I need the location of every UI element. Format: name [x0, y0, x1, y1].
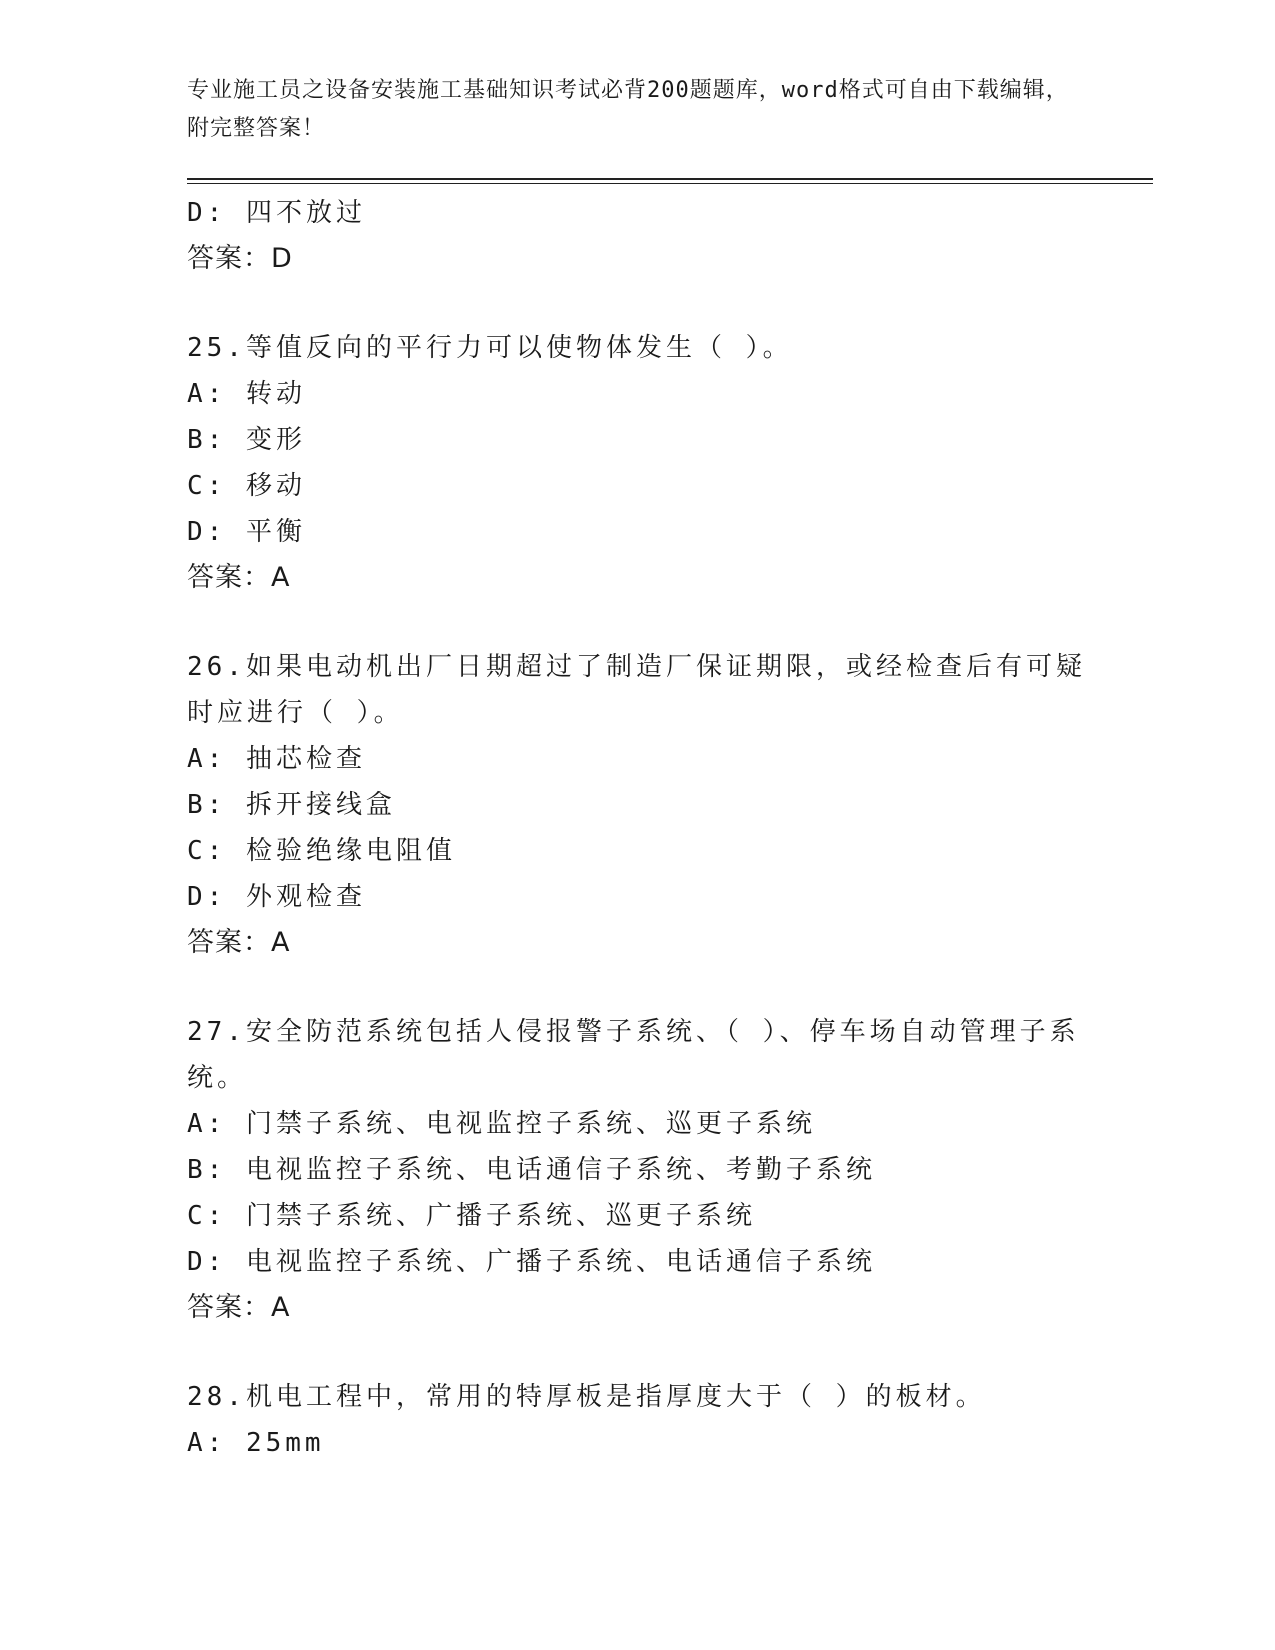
header-rule-thick — [187, 178, 1153, 180]
option-b: B: 拆开接线盒 — [187, 790, 396, 820]
option-a: A: 转动 — [187, 379, 306, 409]
question-stem: 27.安全防范系统包括人侵报警子系统、（ ）、停车场自动管理子系统。 — [187, 1017, 1080, 1093]
question-25 — [187, 325, 1087, 601]
question-27 — [187, 1009, 1087, 1331]
question-content — [187, 190, 1087, 1466]
option-a: A: 门禁子系统、电视监控子系统、巡更子系统 — [187, 1109, 816, 1139]
option-d: D: 外观检查 — [187, 882, 366, 912]
option-c: C: 检验绝缘电阻值 — [187, 836, 456, 866]
answer: 答案：A — [187, 927, 291, 958]
option-a: A: 抽芯检查 — [187, 744, 366, 774]
option-b: B: 变形 — [187, 425, 306, 455]
option-c: C: 移动 — [187, 471, 306, 501]
question-28 — [187, 1374, 1087, 1466]
header-rule-thin — [187, 183, 1153, 184]
option-d: D: 电视监控子系统、广播子系统、电话通信子系统 — [187, 1247, 876, 1277]
question-stem: 26.如果电动机出厂日期超过了制造厂保证期限，或经检查后有可疑时应进行（ ）。 — [187, 652, 1086, 728]
question-stem: 28.机电工程中，常用的特厚板是指厚度大于（ ）的板材。 — [187, 1382, 986, 1412]
option-d: D: 平衡 — [187, 517, 306, 547]
option-c: C: 门禁子系统、广播子系统、巡更子系统 — [187, 1201, 756, 1231]
option-a: A: 25mm — [187, 1428, 325, 1458]
document-header: 专业施工员之设备安装施工基础知识考试必背200题题库，word格式可自由下载编辑，附完整答案！ — [187, 78, 1069, 141]
option-b: B: 电视监控子系统、电话通信子系统、考勤子系统 — [187, 1155, 876, 1185]
prev-option-d: D: 四不放过 — [187, 198, 366, 228]
answer: 答案：A — [187, 562, 291, 593]
answer: 答案：A — [187, 1292, 291, 1323]
prev-answer: 答案：D — [187, 243, 293, 274]
question-stem: 25.等值反向的平行力可以使物体发生（ ）。 — [187, 333, 793, 363]
question-26 — [187, 644, 1087, 966]
